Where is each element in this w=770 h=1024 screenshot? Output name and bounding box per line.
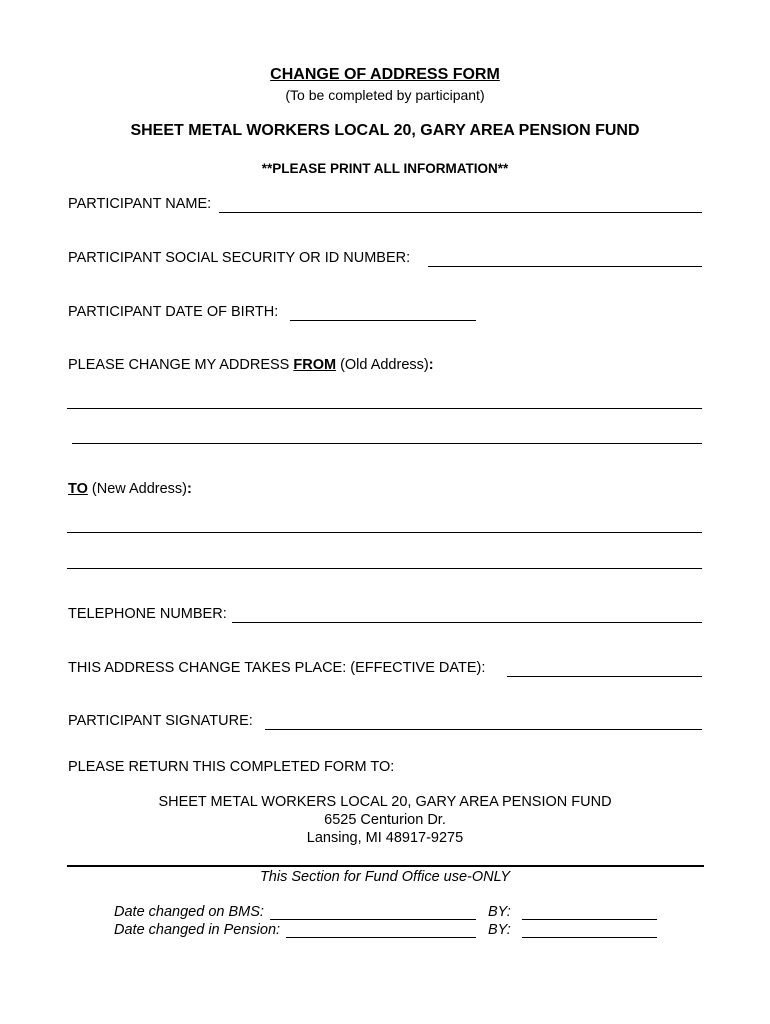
print-instruction: **PLEASE PRINT ALL INFORMATION** — [261, 161, 509, 176]
bms-date-field[interactable] — [270, 905, 476, 920]
new-address-label — [68, 481, 192, 498]
bms-by-field[interactable] — [522, 905, 657, 920]
return-to-label: PLEASE RETURN THIS COMPLETED FORM TO: — [68, 759, 395, 775]
old-address-label-post: (Old Address) — [336, 357, 429, 373]
pension-date-label: Date changed in Pension: — [114, 922, 281, 938]
return-address-line-1: SHEET METAL WORKERS LOCAL 20, GARY AREA PENSION FUND — [158, 794, 612, 810]
new-address-label-colon: : — [187, 481, 192, 497]
date-of-birth-label: PARTICIPANT DATE OF BIRTH: — [68, 304, 279, 320]
old-address-line-1[interactable] — [67, 394, 702, 409]
return-address-line-2: 6525 Centurion Dr. — [324, 812, 446, 828]
new-address-label-to: TO — [68, 481, 88, 497]
pension-date-field[interactable] — [286, 923, 476, 938]
pension-by-label: BY: — [488, 922, 511, 938]
return-address-line-3: Lansing, MI 48917-9275 — [306, 830, 464, 846]
telephone-field[interactable] — [232, 608, 702, 623]
new-address-line-2[interactable] — [67, 554, 702, 569]
ssn-id-field[interactable] — [428, 252, 702, 267]
signature-label: PARTICIPANT SIGNATURE: — [68, 713, 253, 729]
office-use-divider — [67, 865, 704, 867]
form-subtitle: (To be completed by participant) — [285, 87, 485, 103]
new-address-line-1[interactable] — [67, 518, 702, 533]
old-address-label — [68, 357, 434, 374]
telephone-label: TELEPHONE NUMBER: — [68, 606, 227, 622]
old-address-label-colon: : — [428, 357, 434, 373]
effective-date-field[interactable] — [507, 662, 702, 677]
office-use-heading: This Section for Fund Office use-ONLY — [259, 869, 511, 885]
bms-by-label: BY: — [488, 904, 511, 920]
pension-by-field[interactable] — [522, 923, 657, 938]
bms-date-label: Date changed on BMS: — [114, 904, 264, 920]
fund-name-heading: SHEET METAL WORKERS LOCAL 20, GARY AREA PENSION FUND — [130, 122, 640, 139]
form-title: CHANGE OF ADDRESS FORM — [270, 66, 500, 83]
participant-name-label: PARTICIPANT NAME: — [68, 196, 212, 212]
old-address-label-from: FROM — [293, 357, 337, 373]
signature-field[interactable] — [265, 715, 702, 730]
new-address-label-post: (New Address) — [87, 481, 187, 497]
effective-date-label: THIS ADDRESS CHANGE TAKES PLACE: (EFFECTIVE DATE): — [68, 660, 486, 676]
date-of-birth-field[interactable] — [290, 306, 476, 321]
old-address-line-2[interactable] — [72, 429, 702, 444]
old-address-label-pre: PLEASE CHANGE MY ADDRESS — [68, 357, 294, 373]
ssn-id-label: PARTICIPANT SOCIAL SECURITY OR ID NUMBER: — [68, 250, 411, 266]
participant-name-field[interactable] — [219, 198, 702, 213]
